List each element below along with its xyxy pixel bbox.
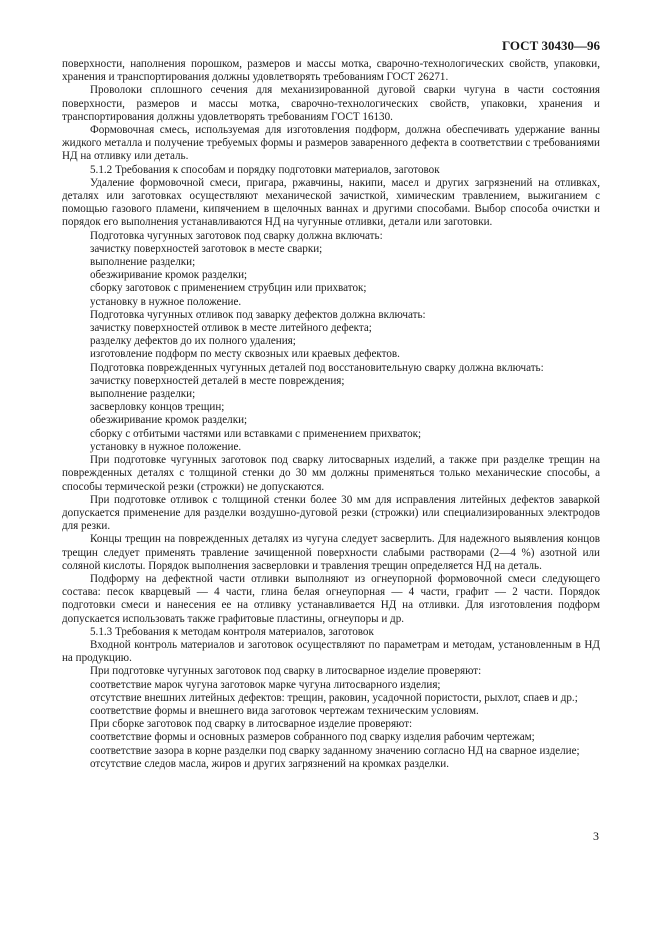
body-paragraph: Удаление формовочной смеси, пригара, ржавчины, накипи, масел и других загрязнений на отливках, деталях или заготовках осуществляют механической зачисткой, химическим травлением, выжиганием с помощью газового пламени, кипячением в щелочных ваннах и другими способами. Выбор способа очистки и порядок его выполнения устанавливаются НД на чугунные отливки, детали или заготовки.	[62, 176, 600, 229]
body-paragraph: При подготовке чугунных заготовок под сварку в литосварное изделие проверяют:	[90, 665, 482, 678]
body-paragraph: 5.1.3 Требования к методам контроля материалов, заготовок	[90, 625, 374, 638]
body-paragraph: отсутствие следов масла, жиров и других загрязнений на кромках разделки.	[90, 757, 449, 770]
body-paragraph: 5.1.2 Требования к способам и порядку подготовки материалов, заготовок	[90, 163, 440, 176]
body-paragraph: засверловку концов трещин;	[90, 401, 225, 414]
body-paragraph: Проволоки сплошного сечения для механизированной дуговой сварки чугуна в части состояния поверхности, размеров и массы мотка, сварочно-технологических свойств, упаковки, хранения и транспортирования должны удовлетворять требованиям ГОСТ 16130.	[62, 84, 600, 123]
body-paragraph: выполнение разделки;	[90, 388, 196, 401]
document-page	[62, 38, 600, 771]
body-paragraph: отсутствие внешних литейных дефектов: трещин, раковин, усадочной пористости, рыхлот, спаев и др.;	[90, 691, 578, 704]
body-paragraph: При сборке заготовок под сварку в литосварное изделие проверяют:	[90, 718, 413, 731]
document-body	[62, 58, 600, 771]
body-paragraph: обезжиривание кромок разделки;	[90, 414, 248, 427]
body-paragraph: обезжиривание кромок разделки;	[90, 269, 248, 282]
body-paragraph: установку в нужное положение.	[90, 295, 242, 308]
body-paragraph: соответствие марок чугуна заготовок марке чугуна литосварного изделия;	[90, 678, 441, 691]
body-paragraph: Подготовка чугунных отливок под заварку дефектов должна включать:	[90, 308, 426, 321]
body-paragraph: установку в нужное положение.	[90, 440, 242, 453]
body-paragraph: зачистку поверхностей отливок в месте литейного дефекта;	[90, 322, 372, 335]
body-paragraph: зачистку поверхностей деталей в месте повреждения;	[90, 374, 345, 387]
body-paragraph: Подформу на дефектной части отливки выполняют из огнеупорной формовочной смеси следующего состава: песок кварцевый — 4 части, глина белая огнеупорная — 4 части, графит — 2 части. Порядок подготовки смеси и нанесения ее на отливку устанавливается НД на отливки. Для изготовления подформ допускается использовать также графитовые пластины, огнеупоры и др.	[62, 572, 600, 625]
body-paragraph: Подготовка чугунных заготовок под сварку должна включать:	[90, 229, 383, 242]
document-code-header: ГОСТ 30430—96	[501, 38, 600, 53]
body-paragraph: соответствие зазора в корне разделки под сварку заданному значению согласно НД на сварное изделие;	[90, 744, 580, 757]
body-paragraph: При подготовке чугунных заготовок под сварку литосварных изделий, а также при разделке трещин на поврежденных деталях с толщиной стенки до 30 мм должны применяться только механические способы, а способы термической резки (строжки) не допускаются.	[62, 454, 600, 493]
body-paragraph: поверхности, наполнения порошком, размеров и массы мотка, сварочно-технологических свойств, упаковки, хранения и транспортирования должны удовлетворять требованиям ГОСТ 26271.	[62, 58, 600, 84]
body-paragraph: соответствие формы и основных размеров собранного под сварку изделия рабочим чертежам;	[90, 731, 535, 744]
body-paragraph: зачистку поверхностей заготовок в месте сварки;	[90, 242, 323, 255]
body-paragraph: Подготовка поврежденных чугунных деталей под восстановительную сварку должна включать:	[90, 361, 544, 374]
body-paragraph: разделку дефектов до их полного удаления;	[90, 335, 296, 348]
body-paragraph: сборку с отбитыми частями или вставками с применением прихваток;	[90, 427, 422, 440]
body-paragraph: соответствие формы и внешнего вида заготовок чертежам техническим условиям.	[90, 704, 479, 717]
body-paragraph: выполнение разделки;	[90, 256, 196, 269]
page-number: 3	[593, 829, 599, 843]
body-paragraph: Формовочная смесь, используемая для изготовления подформ, должна обеспечивать удержание ванны жидкого металла и получение требуемых формы и размеров заваренного дефекта в соответствии с требованиями НД на отливку или деталь.	[62, 124, 600, 163]
body-paragraph: При подготовке отливок с толщиной стенки более 30 мм для исправления литейных дефектов заваркой допускается применение для разделки воздушно-дуговой резки (строжки) или специализированных электродов для резки.	[62, 493, 600, 533]
body-paragraph: сборку заготовок с применением струбцин или прихваток;	[90, 282, 367, 295]
body-paragraph: Концы трещин на поврежденных деталях из чугуна следует засверлить. Для надежного выявления концов трещин следует применять травление зачищенной поверхности слабыми растворами (2—4 %) азотной или соляной кислоты. Порядок выполнения засверловки и травления трещин определяется НД на деталь.	[62, 533, 600, 572]
body-paragraph: изготовление подформ по месту сквозных или краевых дефектов.	[90, 348, 400, 361]
body-paragraph: Входной контроль материалов и заготовок осуществляют по параметрам и методам, установленным в НД на продукцию.	[62, 638, 600, 665]
